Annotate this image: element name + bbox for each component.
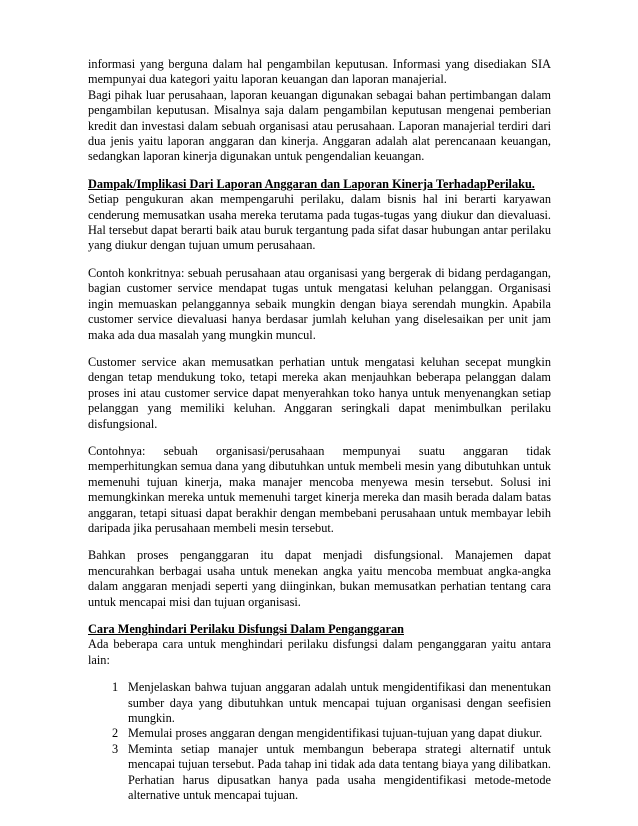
paragraph-concrete-example: Contoh konkritnya: sebuah perusahaan atau organisasi yang bergerak di bidang perdagangan, bagian customer service mendapat tugas untuk mengatasi keluhan pelanggan. Organisasi ingin memuaskan pelanggannya sebaik mungkin dengan biaya serendah mungkin. Apabila customer service dievaluasi hanya berdasar jumlah keluhan yang diselesaikan per unit jam maka ada dua masalah yang mungkin muncul. [88,265,551,342]
section-heading-impact: Dampak/Implikasi Dari Laporan Anggaran dan Laporan Kinerja TerhadapPerilaku. [88,176,535,191]
list-item-text: Memulai proses anggaran dengan mengidentifikasi tujuan-tujuan yang dapat diukur. [128,726,543,741]
list-item [88,726,551,741]
paragraph-measurement-behavior: Setiap pengukuran akan mempengaruhi perilaku, dalam bisnis hal ini berarti karyawan cenderung memusatkan usaha mereka terutama pada tugas-tugas yang diukur dan dievaluasi. Hal tersebut dapat berarti baik atau buruk tergantung pada sifat dasar hubungan antar perilaku yang diukur dengan tujuan umum perusahaan. [88,192,551,253]
section-heading-avoid: Cara Menghindari Perilaku Disfungsi Dalam Penganggaran [88,622,404,636]
list-item-number: 3 [112,741,119,756]
paragraph-avoid-intro: Ada beberapa cara untuk menghindari perilaku disfungsi dalam penganggaran yaitu antara lain: [88,637,551,667]
paragraph-example-organization: Contohnya: sebuah organisasi/perusahaan mempunyai suatu anggaran tidak memperhitungkan semua dana yang dibutuhkan untuk membeli mesin yang dibutuhkan untuk memenuhi tujuan kinerja, maka manajer mencoba menyewa mesin tersebut. Solusi ini memungkinkan mereka untuk memenuhi target kinerja mereka dan masih berada dalam batas anggaran, tetapi situasi dapat berakhir dengan membebani perusahaan untuk membayar lebih daripada jika perusahaan membeli mesin tersebut. [88,443,551,535]
paragraph-sia-info: informasi yang berguna dalam hal pengambilan keputusan. Informasi yang disediakan SIA mempunyai dua kategori yaitu laporan keuangan dan laporan manajerial. [88,57,551,87]
numbered-list [88,680,551,803]
paragraph-external-parties: Bagi pihak luar perusahaan, laporan keuangan digunakan sebagai bahan pertimbangan dalam pengambilan keputusan. Misalnya saja dalam pengambilan keputusan mengenai pemberian kredit dan investasi dalam sebuah organisasi atau perusahaan. Laporan manajerial terdiri dari dua jenis yaitu laporan anggaran dan kinerja. Anggaran adalah alat perencanaan keuangan, sedangkan laporan kinerja digunakan untuk pengendalian keuangan. [88,87,551,164]
list-item-text: Meminta setiap manajer untuk membangun beberapa strategi alternatif untuk mencapai tujuan tersebut. Pada tahap ini tidak ada data tentang biaya yang dilibatkan. Perhatian harus dipusatkan hanya pada usaha mengidentifikasi metode-metode alternative untuk mencapai tujuan. [128,741,551,803]
list-item-number: 2 [112,726,119,741]
paragraph-budgeting-dysfunctional: Bahkan proses penganggaran itu dapat menjadi disfungsional. Manajemen dapat mencurahkan berbagai usaha untuk menekan angka yaitu mencoba membuat angka-angka dalam anggaran menjadi seperti yang diinginkan, bukan memusatkan perhatian tentang cara untuk mencapai misi dan tujuan organisasi. [88,548,551,609]
list-item [88,680,551,726]
document-page [88,57,551,803]
list-item-text: Menjelaskan bahwa tujuan anggaran adalah untuk mengidentifikasi dan menentukan sumber daya yang dibutuhkan untuk mencapai tujuan organisasi dengan seefisien mungkin. [128,680,551,726]
list-item-number: 1 [112,680,119,695]
list-item [88,742,551,804]
paragraph-customer-service: Customer service akan memusatkan perhatian untuk mengatasi keluhan secepat mungkin dengan tetap mendukung toko, tetapi mereka akan menjauhkan beberapa pelanggan dalam proses ini atau customer service dapat menyerahkan toko hanya untuk menyenangkan setiap pelanggan yang memiliki keluhan. Anggaran seringkali dapat menimbulkan perilaku disfungsional. [88,354,551,431]
